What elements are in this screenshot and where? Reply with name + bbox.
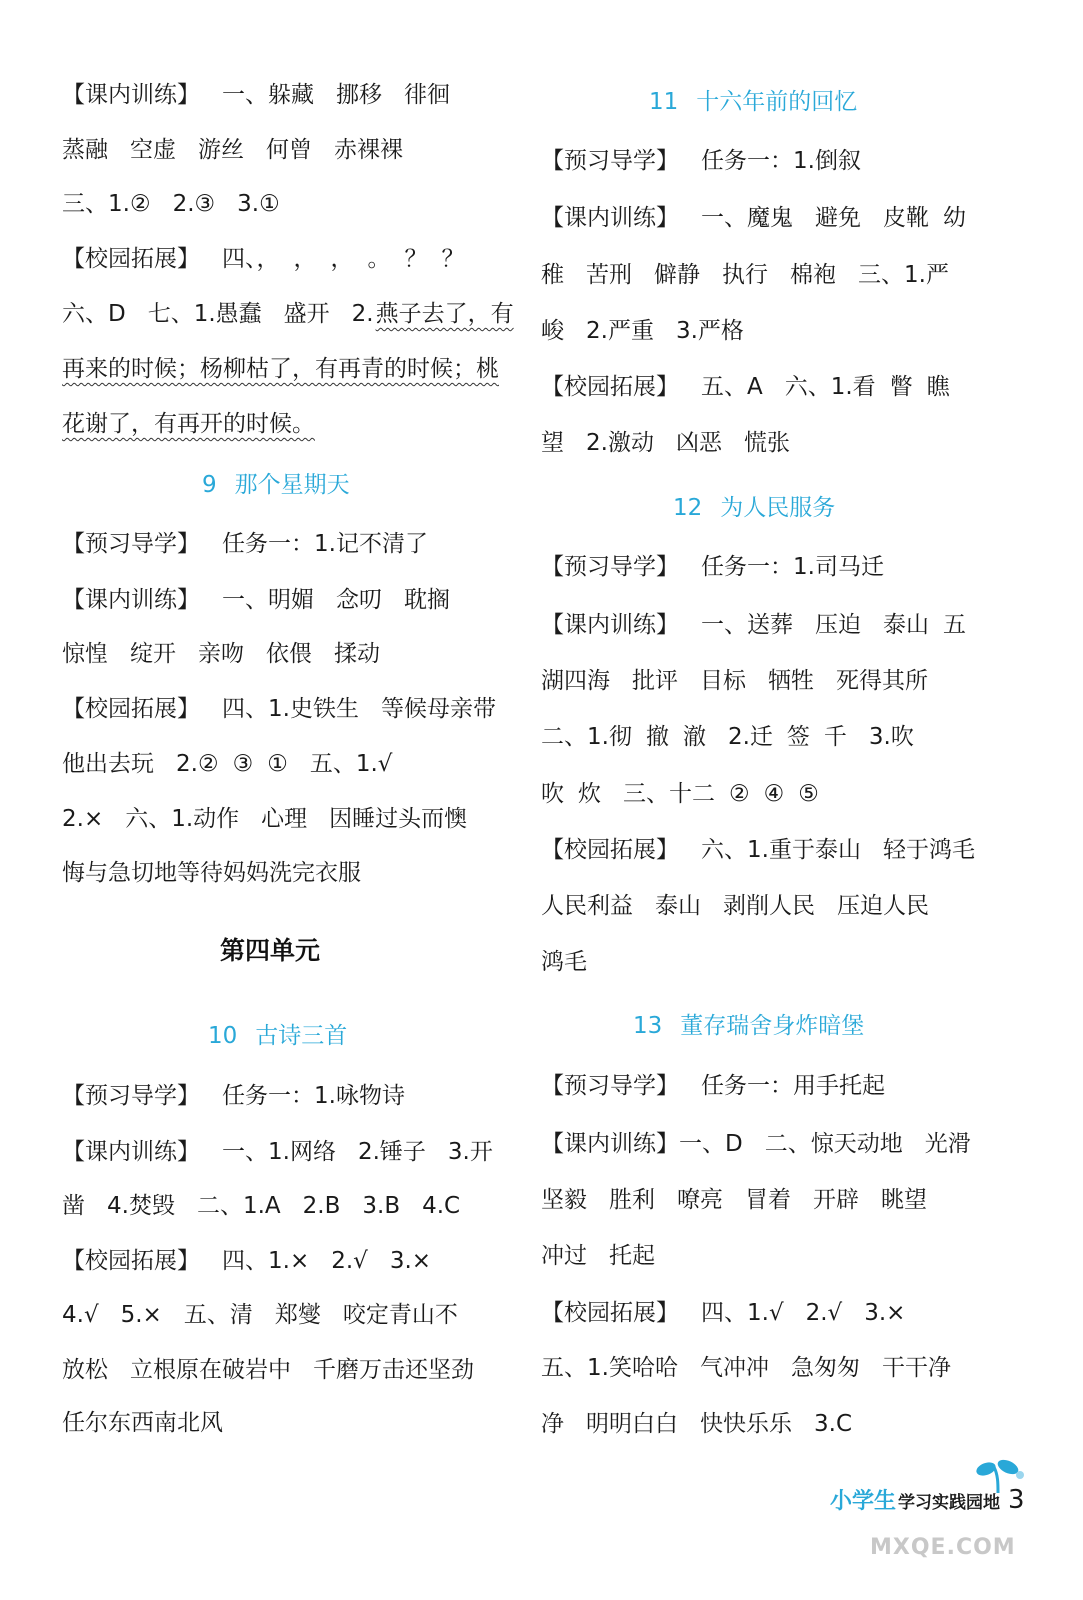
- page-number: 3: [1008, 1485, 1025, 1515]
- answer-item: 四、1.√: [701, 1300, 784, 1326]
- answer-item-first: 望: [541, 430, 564, 456]
- answer-item: 5.×: [120, 1302, 162, 1328]
- answer-line: [541, 552, 884, 582]
- answer-line: [62, 804, 467, 834]
- answer-item: 2.严重: [586, 318, 654, 344]
- answer-line: [541, 1071, 885, 1101]
- answer-line: [62, 1246, 431, 1276]
- watermark: MXQE.COM: [870, 1535, 1016, 1560]
- answer-item: 立根原在破岩中: [130, 1357, 291, 1383]
- answer-item: 挪移: [336, 82, 382, 108]
- answer-item-first: 六、D: [62, 301, 126, 327]
- answer-item: 六、1.动作: [125, 806, 240, 832]
- answer-item: 四、1.×: [222, 1248, 310, 1274]
- answer-item: 四、，: [222, 246, 280, 272]
- answer-item: 2.B: [302, 1193, 341, 1219]
- answer-item-first: 【预习导学】: [541, 148, 679, 174]
- answer-item: 二、1.A: [196, 1193, 281, 1219]
- answer-line: [541, 1353, 951, 1383]
- answer-item-first: 峻: [541, 318, 564, 344]
- answer-item: 僻静: [654, 262, 700, 288]
- answer-item: 郑燮: [274, 1302, 321, 1328]
- answer-item: 皮靴: [883, 205, 929, 231]
- answer-item: 快快乐乐: [700, 1411, 792, 1437]
- answer-item-first: 三、1.②: [62, 191, 151, 217]
- answer-item-first: 湖四海: [541, 668, 610, 694]
- answer-item: ⑤: [798, 781, 819, 807]
- answer-line: [541, 146, 861, 176]
- answer-line: [541, 260, 949, 290]
- lesson-heading: 11 十六年前的回忆: [649, 89, 858, 115]
- answer-line: [62, 80, 450, 110]
- answer-item: 亲吻: [198, 641, 244, 667]
- answer-item-first: 【课内训练】: [541, 612, 679, 638]
- wavy-answer: 花谢了，有再开的时候。: [62, 411, 315, 437]
- answer-item-first: 冲过: [541, 1243, 587, 1269]
- answer-item: 胜利: [609, 1187, 655, 1213]
- answer-line: [541, 947, 587, 977]
- answer-item-first: 【校园拓展】: [541, 374, 679, 400]
- answer-item: 千磨万击还坚劲: [313, 1357, 474, 1383]
- brand-subtitle: 学习实践园地: [898, 1493, 1001, 1513]
- answer-item: ，: [293, 246, 317, 272]
- answer-item-first: 【校园拓展】: [541, 1300, 679, 1326]
- footer: [830, 1484, 1025, 1524]
- answer-item: 任务一：1.咏物诗: [222, 1083, 405, 1109]
- answer-item: 空虚: [130, 137, 176, 163]
- answer-item: 三、十二: [623, 781, 715, 807]
- answer-item: 任务一：1.记不清了: [222, 531, 428, 557]
- answer-item: 五、A: [701, 374, 763, 400]
- answer-line: [541, 1409, 852, 1439]
- answer-line: [62, 639, 380, 669]
- answer-line: [541, 1241, 655, 1271]
- answer-item: 等候母亲带: [380, 696, 496, 722]
- answer-line: [62, 1355, 474, 1385]
- answer-item-first: 蒸融: [62, 137, 108, 163]
- answer-item: 炊: [578, 781, 601, 807]
- lesson-heading: 13 董存瑞舍身炸暗堡: [633, 1013, 865, 1039]
- answer-item: 签: [786, 724, 810, 750]
- answer-item: 澈: [682, 724, 706, 750]
- answer-item-first: 【课内训练】: [62, 587, 200, 613]
- answer-item: 眺望: [881, 1187, 927, 1213]
- answer-item: 游丝: [198, 137, 244, 163]
- lesson-heading: 12 为人民服务: [673, 495, 836, 521]
- answer-line: [62, 1300, 458, 1330]
- answer-item: 压迫人民: [837, 893, 929, 919]
- answer-item: 2.激动: [586, 430, 654, 456]
- answer-item-first: 【预习导学】: [541, 1073, 679, 1099]
- answer-item-first: 稚: [541, 262, 564, 288]
- unit-title: 第四单元: [220, 936, 321, 965]
- answer-line: [541, 610, 966, 640]
- answer-item: 执行: [722, 262, 768, 288]
- answer-line: [541, 203, 966, 233]
- answer-item: 目标: [700, 668, 746, 694]
- answer-item: 2.②: [176, 751, 219, 777]
- answer-item-first: 【校园拓展】: [62, 696, 200, 722]
- answer-item: 七、1.愚蠢: [147, 301, 262, 327]
- answer-item: 3.B: [362, 1193, 401, 1219]
- answer-item: 任务一：1.倒叙: [701, 148, 861, 174]
- answer-item: 徘徊: [404, 82, 450, 108]
- answer-item: 五、清: [183, 1302, 253, 1328]
- lesson-heading: 10 古诗三首: [208, 1023, 348, 1049]
- answer-line: [541, 891, 929, 921]
- answer-item: 六、1.重于泰山: [701, 837, 861, 863]
- answer-line: [62, 529, 428, 559]
- answer-item: 撤: [645, 724, 669, 750]
- answer-item: 盛开: [283, 301, 330, 327]
- answer-item: 3.×: [864, 1300, 906, 1326]
- answer-item: 泰山: [883, 612, 929, 638]
- answer-item: 2.√: [331, 1248, 368, 1274]
- answer-item: 3.C: [814, 1411, 853, 1437]
- answer-item: 何曾: [266, 137, 312, 163]
- answer-line: [62, 1137, 493, 1167]
- answer-item: 2.: [351, 301, 374, 327]
- answer-item-first: 惊惶: [62, 641, 108, 667]
- answer-item: 2.迁: [727, 724, 773, 750]
- answer-item: 死得其所: [836, 668, 928, 694]
- answer-line: [541, 1129, 971, 1159]
- answer-item: 3.吹: [868, 724, 914, 750]
- wavy-answer: 再来的时候；杨柳枯了，有再青的时候；桃: [62, 356, 499, 382]
- wavy-answer: 燕子去了，有: [375, 301, 514, 327]
- answer-item: 剥削人民: [723, 893, 815, 919]
- answer-item: 4.C: [422, 1193, 461, 1219]
- answer-item: 任务一：1.司马迁: [701, 554, 884, 580]
- answer-item-first: 【预习导学】: [62, 531, 200, 557]
- answer-item: 绽开: [130, 641, 176, 667]
- answer-item-first: 净: [541, 1411, 564, 1437]
- answer-item: ，: [330, 246, 354, 272]
- answer-line: [62, 858, 361, 888]
- answer-item-first: 【课内训练】: [541, 205, 679, 231]
- answer-line: [541, 372, 950, 402]
- answer-item: 六、1.看: [784, 374, 876, 400]
- answer-item: 任务一：用手托起: [701, 1073, 885, 1099]
- answer-item: 五、1.√: [309, 751, 393, 777]
- answer-item: 三、1.严: [858, 262, 949, 288]
- answer-item: ②: [729, 781, 750, 807]
- answer-item: 耽搁: [404, 587, 450, 613]
- answer-item: 轻于鸿毛: [882, 837, 975, 863]
- answer-item: 揉动: [334, 641, 380, 667]
- answer-line: [541, 666, 928, 696]
- answer-item-first: 人民利益: [541, 893, 633, 919]
- answer-item: 凶恶: [675, 430, 722, 456]
- answer-item: ④: [763, 781, 785, 807]
- answer-item-first: 【校园拓展】: [62, 246, 200, 272]
- answer-line: [62, 1408, 223, 1438]
- answer-item: 四、1.史铁生: [222, 696, 359, 722]
- answer-item: 。: [367, 246, 391, 272]
- answer-item: 4.焚毁: [107, 1193, 175, 1219]
- answer-item: 批评: [632, 668, 678, 694]
- answer-item: 苦刑: [586, 262, 632, 288]
- answer-item-first: 吹: [541, 781, 564, 807]
- answer-item: 3.①: [237, 191, 280, 217]
- answer-line: [541, 835, 975, 865]
- answer-line: [541, 1185, 927, 1215]
- answer-item-first: 鸿毛: [541, 949, 587, 975]
- answer-item: 一、魔鬼: [701, 205, 793, 231]
- answer-item: 一、1.网络: [222, 1139, 336, 1165]
- answer-item: 赤裸裸: [334, 137, 403, 163]
- answer-item-first: 4.√: [62, 1302, 99, 1328]
- answer-item: 一、躲藏: [222, 82, 314, 108]
- answer-item: 瞧: [926, 374, 950, 400]
- answer-item: ③: [232, 751, 254, 777]
- answer-line: [541, 428, 790, 458]
- answer-item: 3.×: [389, 1248, 432, 1274]
- answer-line: [541, 722, 914, 752]
- answer-item: 避免: [815, 205, 861, 231]
- answer-item: 2.√: [805, 1300, 843, 1326]
- answer-item-first: 【校园拓展】: [62, 1248, 200, 1274]
- answer-line: [62, 299, 514, 329]
- answer-item: 光滑: [924, 1131, 971, 1157]
- answer-item: 棉袍: [790, 262, 836, 288]
- answer-item: 冒着: [745, 1187, 791, 1213]
- answer-item-first: 任尔东西南北风: [62, 1410, 223, 1436]
- answer-item: 牺牲: [768, 668, 814, 694]
- answer-line: [62, 694, 496, 724]
- answer-line: [62, 749, 392, 779]
- answer-item: ？: [404, 246, 428, 272]
- answer-item-first: 【预习导学】: [541, 554, 679, 580]
- answer-item: 一、明媚: [222, 587, 314, 613]
- answer-item-first: 坚毅: [541, 1187, 587, 1213]
- answer-item: 3.开: [447, 1139, 493, 1165]
- answer-line: [62, 1081, 405, 1111]
- answer-item: 急匆匆: [790, 1355, 860, 1381]
- answer-item: ①: [267, 751, 288, 777]
- answer-item-first: 放松: [62, 1357, 108, 1383]
- answer-item-first: 悔与急切地等待妈妈洗完衣服: [62, 860, 361, 886]
- answer-item: 压迫: [815, 612, 861, 638]
- answer-item: 二、惊天动地: [764, 1131, 903, 1157]
- answer-item: 明明白白: [586, 1411, 678, 1437]
- answer-item: 慌张: [743, 430, 790, 456]
- answer-item-first: 五、1.笑哈哈: [541, 1355, 678, 1381]
- answer-item: 因睡过头而懊: [329, 806, 468, 832]
- answer-item-first: 【课内训练】: [62, 82, 200, 108]
- answer-item: 托起: [609, 1243, 655, 1269]
- answer-line: [62, 244, 465, 274]
- answer-item-first: 【课内训练】一、D: [541, 1131, 743, 1157]
- answer-item: 开辟: [813, 1187, 859, 1213]
- answer-item: 幼: [943, 205, 966, 231]
- lesson-heading: 9 那个星期天: [202, 472, 350, 498]
- answer-item-first: 【课内训练】: [62, 1139, 200, 1165]
- answer-item: 瞥: [889, 374, 913, 400]
- answer-item: 一、送葬: [701, 612, 793, 638]
- answer-item-first: 2.×: [62, 806, 104, 832]
- answer-item: 干干净: [881, 1355, 951, 1381]
- answer-line: [541, 316, 744, 346]
- answer-line: [541, 779, 819, 809]
- brand-label: 小学生: [830, 1489, 897, 1514]
- answer-item-first: 【校园拓展】: [541, 837, 679, 863]
- answer-item-first: 凿: [62, 1193, 85, 1219]
- answer-item: 嘹亮: [677, 1187, 723, 1213]
- answer-item: 依偎: [266, 641, 312, 667]
- answer-item: 3.严格: [675, 318, 744, 344]
- answer-item: ？: [441, 246, 465, 272]
- answer-item: 念叨: [336, 587, 382, 613]
- answer-item: 五: [943, 612, 966, 638]
- answer-item: 泰山: [655, 893, 701, 919]
- answer-item: 千: [823, 724, 847, 750]
- answer-item: 2.锤子: [357, 1139, 426, 1165]
- answer-line: [62, 585, 450, 615]
- answer-item: 2.③: [172, 191, 216, 217]
- answer-item: 气冲冲: [699, 1355, 769, 1381]
- answer-line: [62, 189, 280, 219]
- answer-line: [62, 135, 403, 165]
- answer-item-first: 【预习导学】: [62, 1083, 200, 1109]
- answer-item-first: 他出去玩: [62, 751, 154, 777]
- answer-item: 咬定青山不: [342, 1302, 458, 1328]
- answer-line: [62, 1191, 460, 1221]
- answer-line: [541, 1298, 905, 1328]
- answer-item: 心理: [261, 806, 308, 832]
- answer-item-first: 二、1.彻: [541, 724, 632, 750]
